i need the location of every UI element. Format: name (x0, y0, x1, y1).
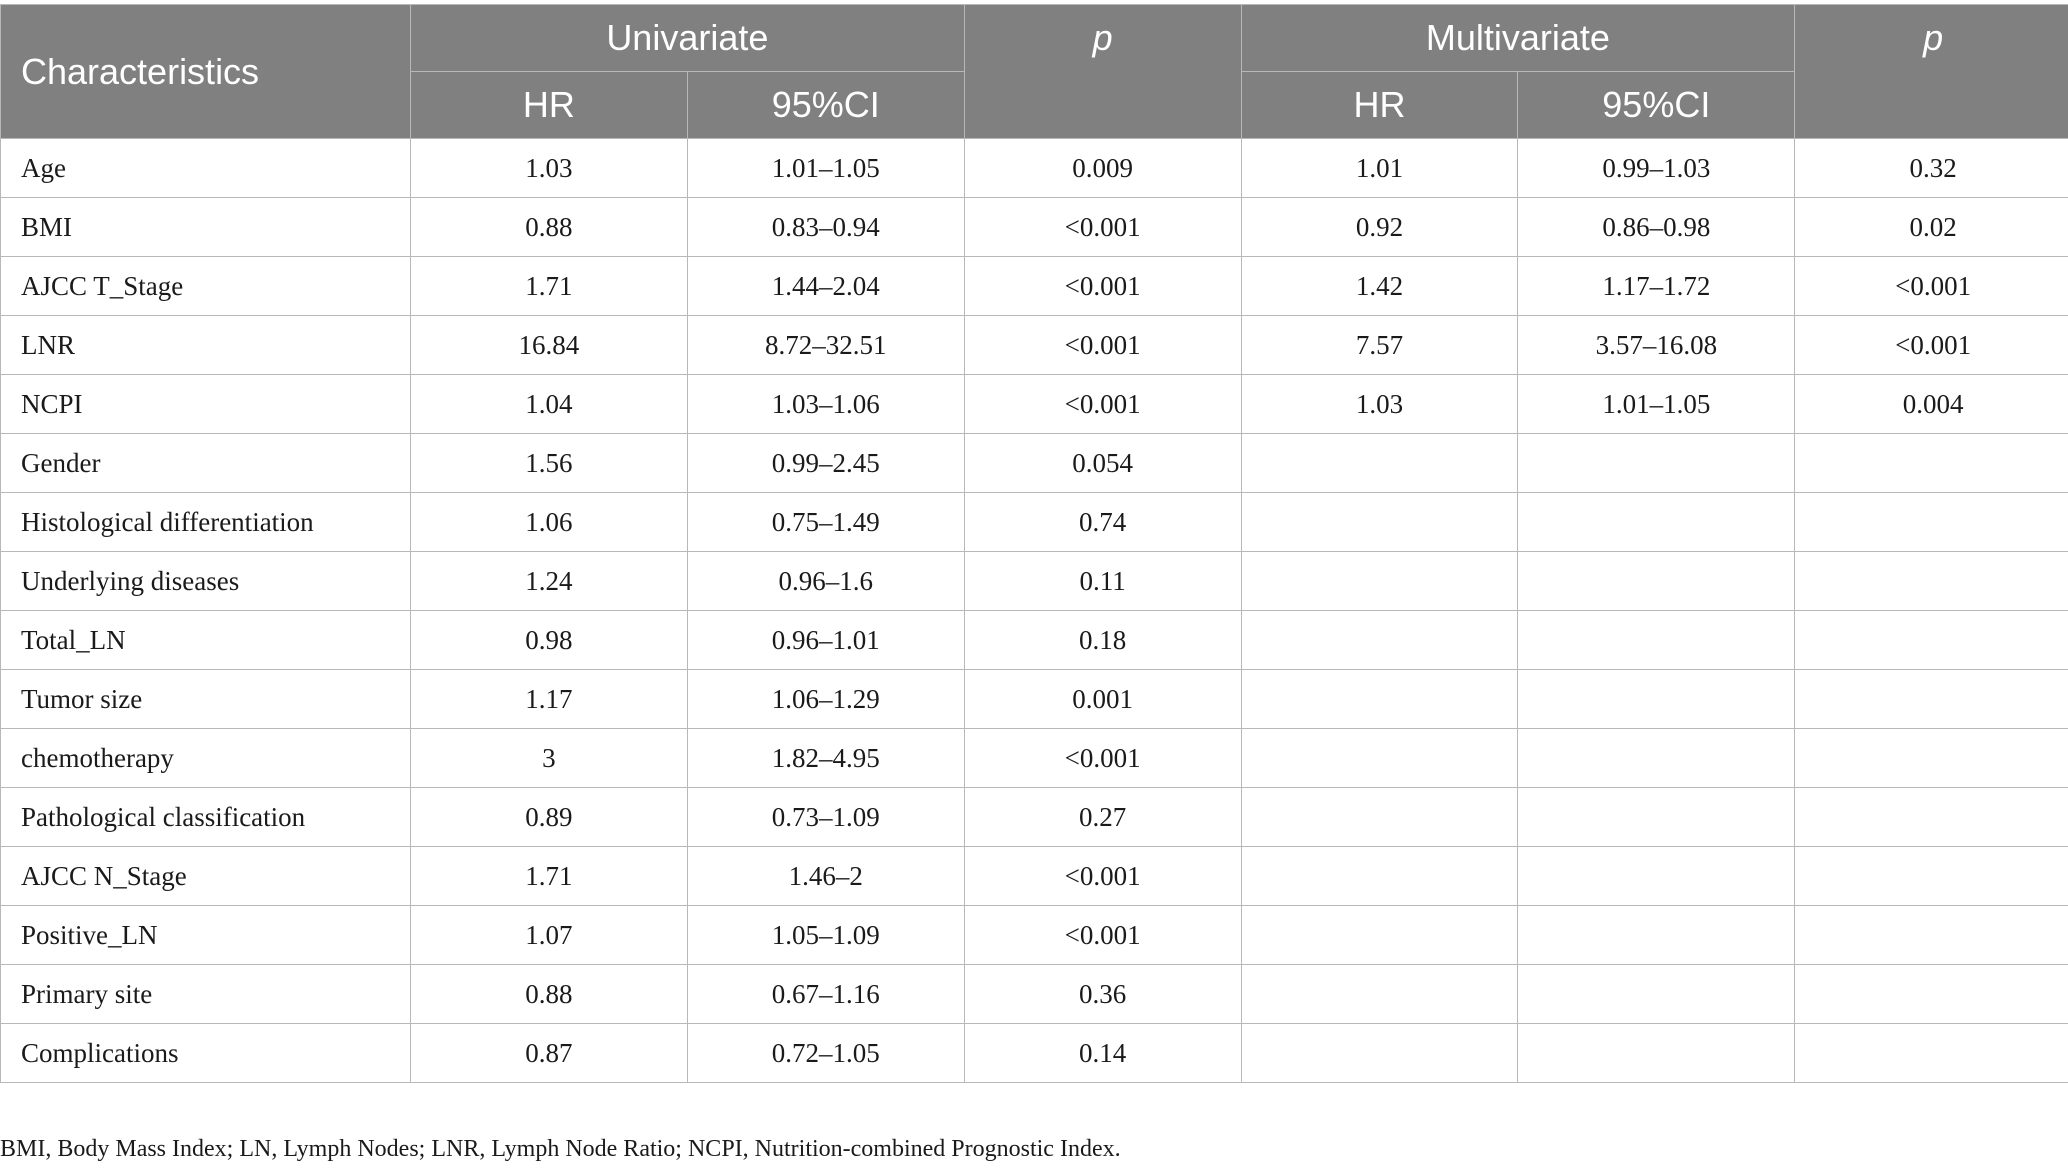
cell-multivariate-p (1795, 1024, 2068, 1083)
table-row (1, 788, 2068, 847)
table-row (1, 493, 2068, 552)
cell-multivariate-ci (1518, 670, 1795, 729)
cell-univariate-p: 0.74 (964, 493, 1241, 552)
cell-multivariate-hr: 1.03 (1241, 375, 1518, 434)
cell-univariate-p: 0.27 (964, 788, 1241, 847)
cell-multivariate-p (1795, 965, 2068, 1024)
table-row (1, 434, 2068, 493)
header-univariate-hr: HR (411, 72, 688, 139)
cell-univariate-ci: 0.67–1.16 (687, 965, 964, 1024)
table-row (1, 139, 2068, 198)
cell-univariate-hr: 0.98 (411, 611, 688, 670)
cell-multivariate-hr: 0.92 (1241, 198, 1518, 257)
table-row (1, 552, 2068, 611)
cell-characteristic: Positive_LN (1, 906, 411, 965)
cell-univariate-ci: 1.01–1.05 (687, 139, 964, 198)
cell-multivariate-ci: 1.17–1.72 (1518, 257, 1795, 316)
regression-table (0, 4, 2068, 1083)
cell-univariate-ci: 1.44–2.04 (687, 257, 964, 316)
cell-multivariate-hr: 7.57 (1241, 316, 1518, 375)
cell-univariate-hr: 0.87 (411, 1024, 688, 1083)
cell-multivariate-hr (1241, 788, 1518, 847)
cell-multivariate-hr (1241, 965, 1518, 1024)
cell-multivariate-ci (1518, 552, 1795, 611)
cell-characteristic: Underlying diseases (1, 552, 411, 611)
table-row (1, 375, 2068, 434)
cell-multivariate-ci (1518, 906, 1795, 965)
cell-multivariate-hr (1241, 1024, 1518, 1083)
cell-univariate-ci: 0.73–1.09 (687, 788, 964, 847)
cell-multivariate-hr (1241, 552, 1518, 611)
cell-multivariate-ci (1518, 847, 1795, 906)
cell-univariate-ci: 0.96–1.6 (687, 552, 964, 611)
cell-characteristic: NCPI (1, 375, 411, 434)
cell-multivariate-hr (1241, 493, 1518, 552)
cell-multivariate-p (1795, 729, 2068, 788)
cell-univariate-p: 0.009 (964, 139, 1241, 198)
cell-univariate-hr: 1.71 (411, 257, 688, 316)
cell-multivariate-hr (1241, 847, 1518, 906)
cell-multivariate-p (1795, 788, 2068, 847)
header-multivariate: Multivariate (1241, 5, 1795, 72)
cell-univariate-hr: 1.06 (411, 493, 688, 552)
cell-univariate-p: 0.14 (964, 1024, 1241, 1083)
cell-univariate-hr: 1.03 (411, 139, 688, 198)
table-footnote: BMI, Body Mass Index; LN, Lymph Nodes; LNR, Lymph Node Ratio; NCPI, Nutrition-combined Prognostic Index. (0, 1136, 1121, 1162)
cell-multivariate-ci (1518, 965, 1795, 1024)
cell-multivariate-hr (1241, 906, 1518, 965)
cell-multivariate-p: <0.001 (1795, 316, 2068, 375)
cell-univariate-hr: 16.84 (411, 316, 688, 375)
cell-characteristic: Total_LN (1, 611, 411, 670)
cell-univariate-ci: 1.46–2 (687, 847, 964, 906)
cell-univariate-hr: 1.56 (411, 434, 688, 493)
cell-characteristic: AJCC T_Stage (1, 257, 411, 316)
cell-characteristic: Primary site (1, 965, 411, 1024)
cell-univariate-p: <0.001 (964, 847, 1241, 906)
cell-multivariate-hr: 1.42 (1241, 257, 1518, 316)
header-multivariate-ci: 95%CI (1518, 72, 1795, 139)
cell-univariate-ci: 1.05–1.09 (687, 906, 964, 965)
cell-univariate-hr: 0.88 (411, 198, 688, 257)
table-row (1, 906, 2068, 965)
cell-multivariate-p (1795, 493, 2068, 552)
cell-multivariate-p (1795, 611, 2068, 670)
cell-univariate-p: 0.054 (964, 434, 1241, 493)
header-univariate: Univariate (411, 5, 965, 72)
cell-univariate-ci: 0.72–1.05 (687, 1024, 964, 1083)
cell-multivariate-hr (1241, 729, 1518, 788)
cell-multivariate-ci (1518, 493, 1795, 552)
cell-multivariate-p: 0.02 (1795, 198, 2068, 257)
header-univariate-ci: 95%CI (687, 72, 964, 139)
cell-univariate-p: 0.36 (964, 965, 1241, 1024)
cell-multivariate-p: 0.004 (1795, 375, 2068, 434)
header-multivariate-hr: HR (1241, 72, 1518, 139)
table-row (1, 198, 2068, 257)
cell-multivariate-p (1795, 552, 2068, 611)
cell-multivariate-hr (1241, 670, 1518, 729)
cell-multivariate-hr (1241, 611, 1518, 670)
cell-univariate-hr: 1.07 (411, 906, 688, 965)
cell-characteristic: LNR (1, 316, 411, 375)
cell-characteristic: Tumor size (1, 670, 411, 729)
cell-univariate-p: <0.001 (964, 316, 1241, 375)
cell-univariate-hr: 1.17 (411, 670, 688, 729)
cell-multivariate-p (1795, 906, 2068, 965)
cell-multivariate-p (1795, 847, 2068, 906)
cell-multivariate-ci: 1.01–1.05 (1518, 375, 1795, 434)
cell-univariate-hr: 1.24 (411, 552, 688, 611)
cell-multivariate-p (1795, 670, 2068, 729)
cell-multivariate-ci (1518, 788, 1795, 847)
header-univariate-p: p (964, 5, 1241, 139)
cell-multivariate-ci (1518, 1024, 1795, 1083)
cell-univariate-p: <0.001 (964, 729, 1241, 788)
header-multivariate-p: p (1795, 5, 2068, 139)
cell-univariate-ci: 1.82–4.95 (687, 729, 964, 788)
cell-characteristic: Pathological classification (1, 788, 411, 847)
cell-multivariate-ci (1518, 729, 1795, 788)
cell-multivariate-p (1795, 434, 2068, 493)
cell-univariate-ci: 0.96–1.01 (687, 611, 964, 670)
header-row-top (1, 5, 2068, 72)
cell-multivariate-ci: 3.57–16.08 (1518, 316, 1795, 375)
table-row (1, 847, 2068, 906)
cell-univariate-hr: 1.71 (411, 847, 688, 906)
cell-multivariate-hr: 1.01 (1241, 139, 1518, 198)
table-header (1, 5, 2068, 139)
cell-multivariate-p: 0.32 (1795, 139, 2068, 198)
table-row (1, 1024, 2068, 1083)
cell-multivariate-hr (1241, 434, 1518, 493)
cell-univariate-p: <0.001 (964, 906, 1241, 965)
cell-characteristic: Age (1, 139, 411, 198)
cell-univariate-ci: 0.99–2.45 (687, 434, 964, 493)
cell-multivariate-p: <0.001 (1795, 257, 2068, 316)
cell-characteristic: Histological differentiation (1, 493, 411, 552)
cell-univariate-p: <0.001 (964, 257, 1241, 316)
cell-univariate-p: <0.001 (964, 375, 1241, 434)
cell-univariate-ci: 1.03–1.06 (687, 375, 964, 434)
header-characteristics: Characteristics (1, 5, 411, 139)
cell-univariate-hr: 3 (411, 729, 688, 788)
table-body (1, 139, 2068, 1083)
cell-univariate-p: <0.001 (964, 198, 1241, 257)
cell-univariate-ci: 1.06–1.29 (687, 670, 964, 729)
cell-multivariate-ci: 0.99–1.03 (1518, 139, 1795, 198)
cell-univariate-p: 0.18 (964, 611, 1241, 670)
cell-univariate-ci: 0.75–1.49 (687, 493, 964, 552)
cell-univariate-p: 0.11 (964, 552, 1241, 611)
cell-univariate-ci: 0.83–0.94 (687, 198, 964, 257)
cell-univariate-hr: 1.04 (411, 375, 688, 434)
table-row (1, 316, 2068, 375)
cell-univariate-hr: 0.89 (411, 788, 688, 847)
cell-multivariate-ci (1518, 434, 1795, 493)
cell-univariate-ci: 8.72–32.51 (687, 316, 964, 375)
table-row (1, 257, 2068, 316)
table-row (1, 670, 2068, 729)
cell-multivariate-ci (1518, 611, 1795, 670)
cell-multivariate-ci: 0.86–0.98 (1518, 198, 1795, 257)
table-row (1, 611, 2068, 670)
cell-univariate-p: 0.001 (964, 670, 1241, 729)
results-table-wrapper (0, 4, 2068, 1083)
table-row (1, 965, 2068, 1024)
cell-characteristic: BMI (1, 198, 411, 257)
cell-characteristic: Gender (1, 434, 411, 493)
cell-univariate-hr: 0.88 (411, 965, 688, 1024)
cell-characteristic: chemotherapy (1, 729, 411, 788)
cell-characteristic: Complications (1, 1024, 411, 1083)
table-row (1, 729, 2068, 788)
cell-characteristic: AJCC N_Stage (1, 847, 411, 906)
